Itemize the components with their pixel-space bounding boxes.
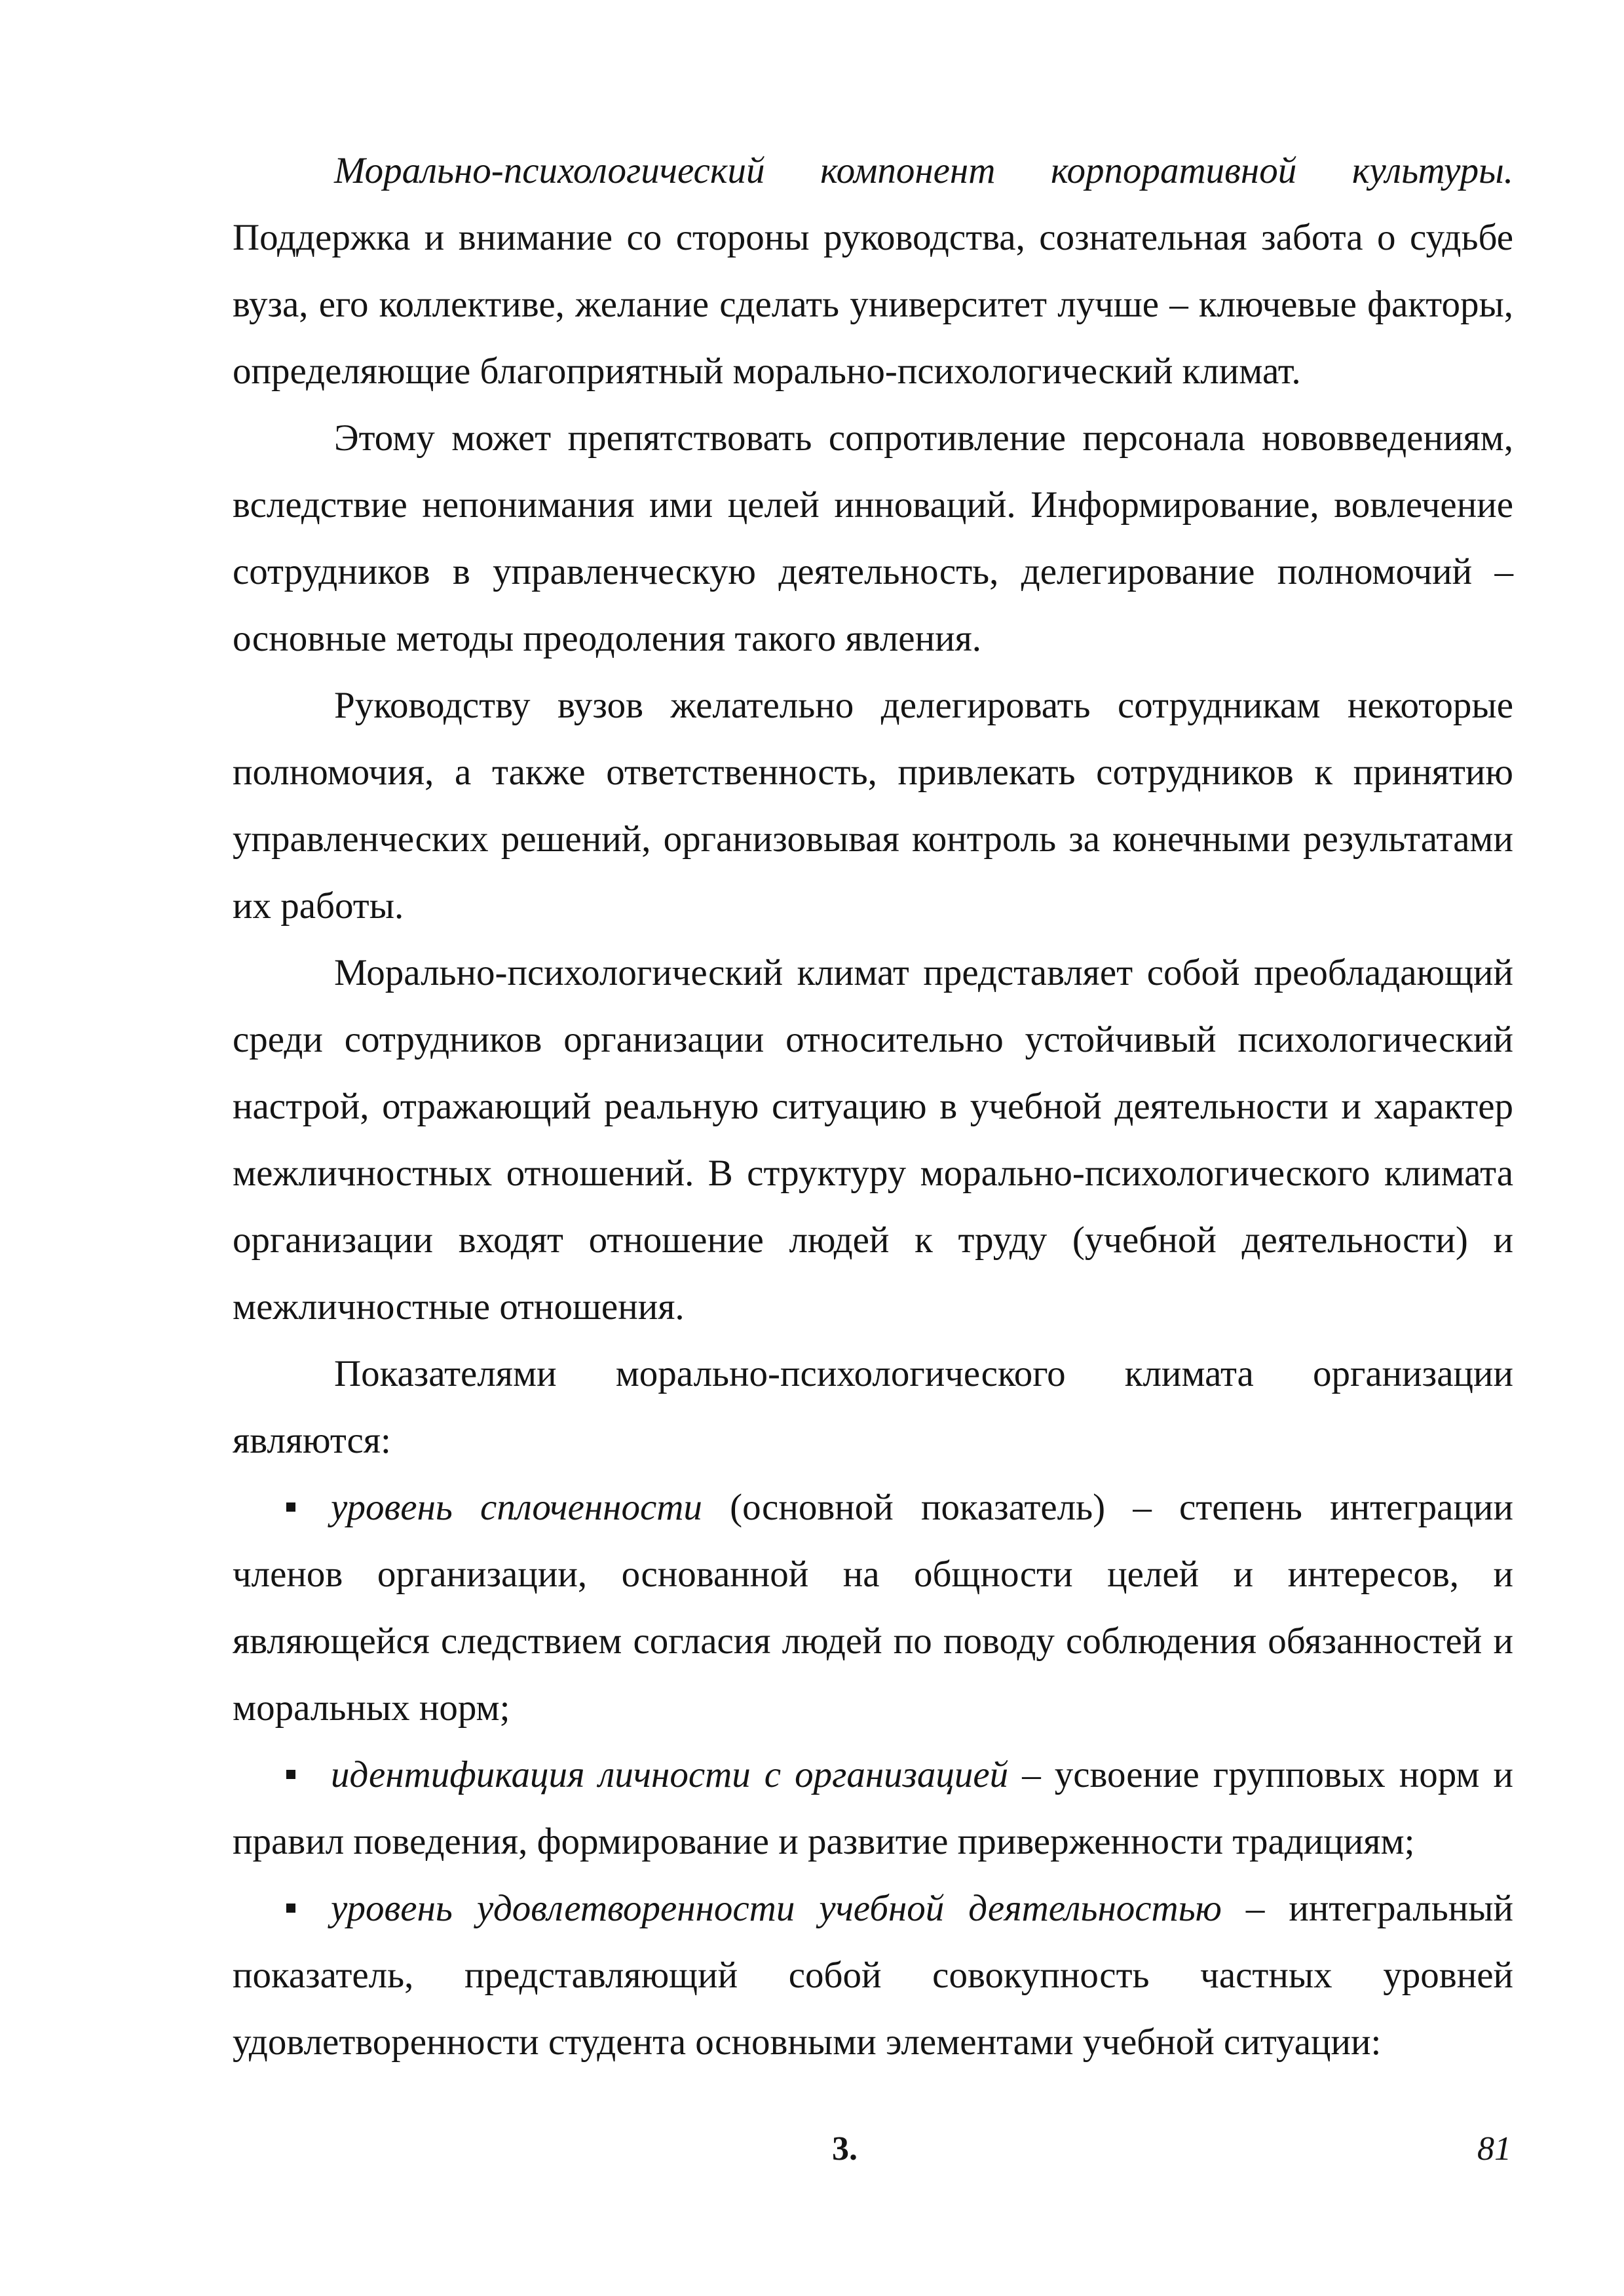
bullet-square-icon [286, 1502, 295, 1512]
bullet-text: – усвоение групповых норм и правил поведения, формирование и развитие приверженности традициям; [233, 1754, 1513, 1862]
paragraph-1 [233, 138, 1513, 405]
paragraph-5: Показателями морально-психологического климата организации являются: [233, 1353, 1513, 1461]
bullet-item-1 [233, 1474, 1513, 1742]
page-text [233, 138, 1513, 2076]
bullet-item-2 [233, 1742, 1513, 1875]
bullet-text: (основной показатель) – степень интеграции членов организации, основанной на общности целей и интересов, и являющейся следствием согласия людей по поводу соблюдения обязанностей и моральных норм; [233, 1487, 1513, 1729]
bullet-term: уровень удовлетворенности учебной деятельностью [331, 1888, 1222, 1929]
bullet-square-icon [286, 1770, 295, 1779]
paragraph-2: Этому может препятствовать сопротивление персонала нововведениям, вследствие непонимания ими целей инноваций. Информирование, вовлечение сотрудников в управленческую деятельность, делегирование полномочий – основные методы преодоления такого явления. [233, 417, 1513, 659]
bullet-text: – интегральный показатель, представляющий собой совокупность частных уровней удовлетворенности студента основными элементами учебной ситуации: [233, 1888, 1513, 2063]
chapter-number: 3. [832, 2130, 858, 2168]
paragraph-4: Морально-психологический климат представляет собой преобладающий среди сотрудников организации относительно устойчивый психологический настрой, отражающий реальную ситуацию в учебной деятельности и характер межличностных отношений. В структуру морально-психологического климата организации входят отношение людей к труду (учебной деятельности) и межличностные отношения. [233, 952, 1513, 1328]
bullet-square-icon [286, 1904, 295, 1913]
paragraph-3: Руководству вузов желательно делегировать сотрудникам некоторые полномочия, а также ответственность, привлекать сотрудников к принятию управленческих решений, организовывая контроль за конечными результатами их работы. [233, 685, 1513, 927]
bullet-term: уровень сплоченности [331, 1487, 702, 1528]
paragraph-1-body: Поддержка и внимание со стороны руководства, сознательная забота о судьбе вуза, его коллективе, желание сделать университет лучше – ключевые факторы, определяющие благоприятный морально-психологический климат. [233, 217, 1513, 392]
page-number: 81 [1477, 2130, 1511, 2168]
bullet-item-3 [233, 1875, 1513, 2076]
bullet-term: идентификация личности с организацией [331, 1754, 1009, 1795]
section-heading: Морально-психологический компонент корпоративной культуры. [334, 150, 1513, 191]
